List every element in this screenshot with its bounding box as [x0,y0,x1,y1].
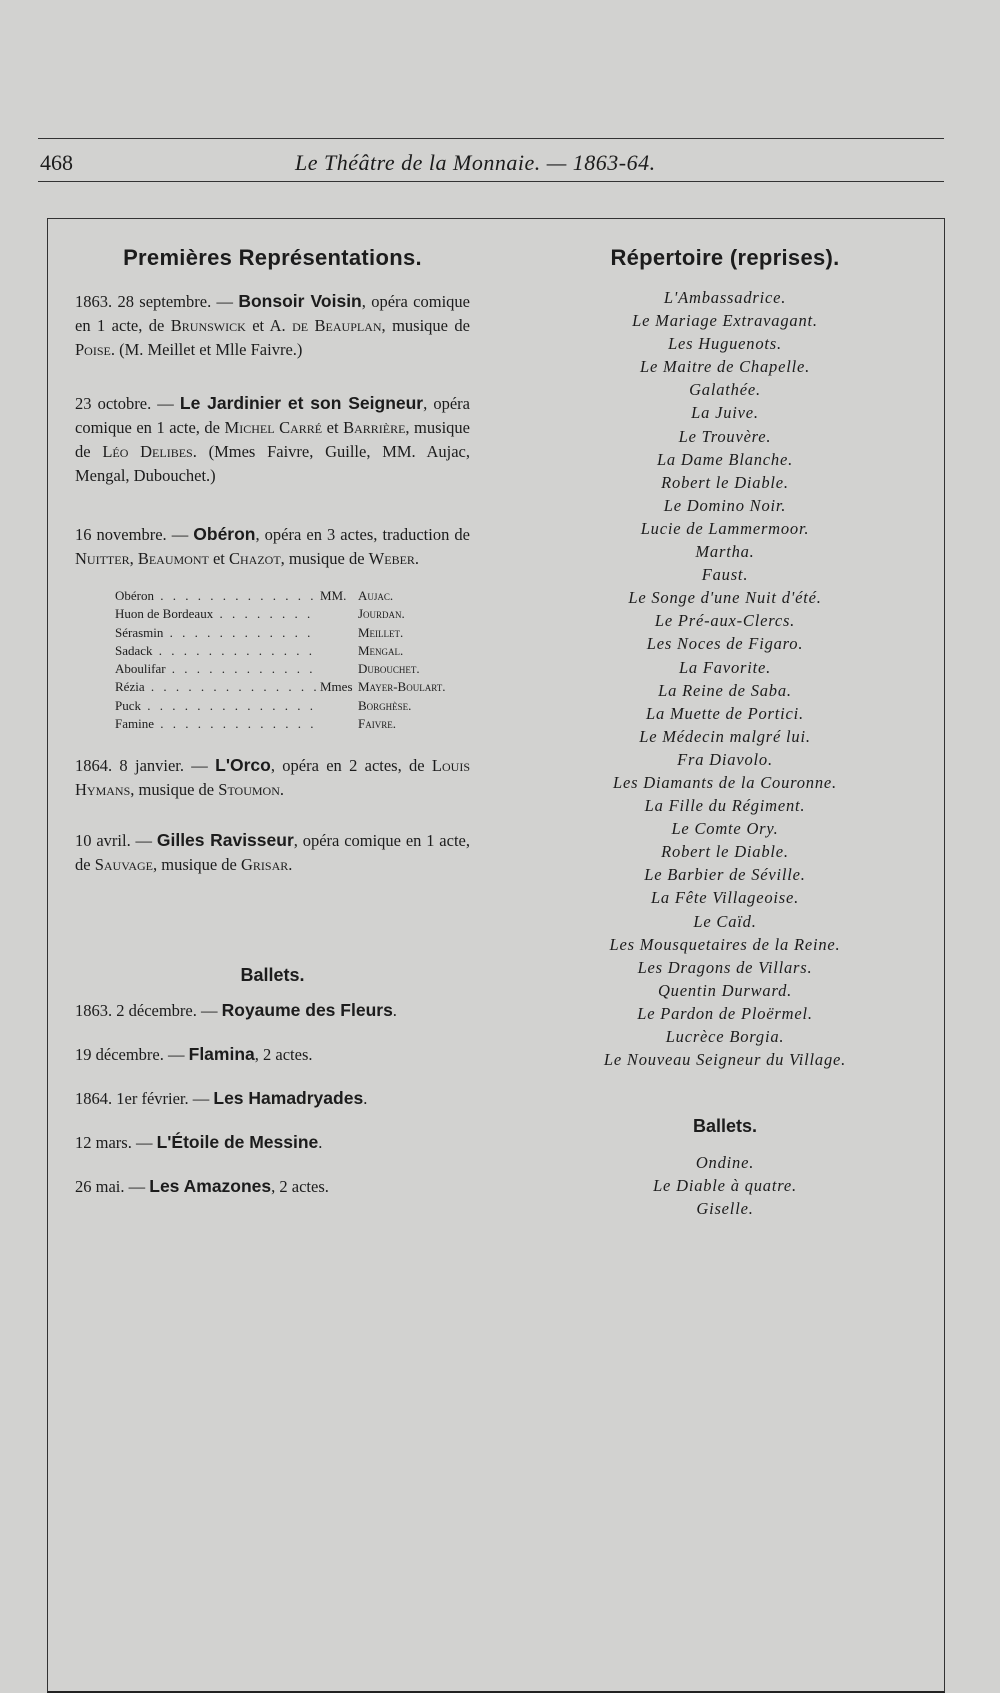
repertoire-item: Martha. [695,542,755,562]
ballets-repertoire-section [545,1116,905,1220]
entry-text: , [129,549,138,568]
work-title: L'Étoile de Messine [156,1132,319,1153]
entry-date: 1864. 8 janvier. — [75,756,216,776]
entry-text: . [318,1133,323,1153]
cast-prefix: Mmes [320,679,353,695]
repertoire-item: Giselle. [696,1199,754,1219]
entry-date: 26 mai. — [75,1177,150,1197]
author-name: Brunswick [170,316,246,335]
repertoire-item: La Reine de Saba. [658,680,792,700]
premieres-heading: Premières Représentations. [123,245,422,270]
repertoire-item: Quentin Durward. [657,980,793,1000]
repertoire-item: Le Mariage Extravagant. [632,311,818,331]
premiere-entry [75,391,470,488]
cast-singer: Mayer-Boulart. [358,679,446,695]
repertoire-item: Lucie de Lammermoor. [640,518,810,538]
entry-text: , 2 actes. [254,1045,313,1065]
header-bottom-rule [38,181,944,182]
entry-text: , musique de [75,418,470,461]
repertoire-item: Faust. [701,565,749,585]
premiere-entry [75,289,470,362]
ballets-repertoire-list [545,1151,905,1220]
cast-singer: Borghèse. [358,697,412,713]
entry-text: , opéra comique en 1 acte, de [75,394,470,437]
repertoire-item: Le Pré-aux-Clercs. [654,611,796,631]
author-name: de Beauplan [292,316,382,335]
cast-role: Sadack . . . [115,642,320,660]
author-name: Beaumont [137,549,209,568]
repertoire-item: La Favorite. [678,657,772,677]
repertoire-item: Fra Diavolo. [677,749,773,769]
running-title: Le Théâtre de la Monnaie. — 1863-64. [295,150,656,175]
entry-date: 1863. 2 décembre. — [75,1001,222,1021]
repertoire-item: Robert le Diable. [661,842,789,862]
ballet-entry [75,1130,470,1155]
repertoire-item: Lucrèce Borgia. [665,1027,785,1046]
repertoire-item: Les Noces de Figaro. [646,634,804,654]
work-title: Obéron [193,524,256,544]
repertoire-item: La Juive. [691,403,759,423]
ballet-entry [75,1174,470,1199]
work-title: Bonsoir Voisin [238,291,362,311]
repertoire-item: Le Barbier de Séville. [644,865,806,885]
author-name: Barrière [343,418,406,437]
repertoire-item: La Dame Blanche. [656,449,794,469]
ballet-entry [75,1042,470,1067]
ballets-heading: Ballets. [692,1116,758,1137]
entry-text: et [322,418,344,437]
repertoire-item: Le Songe d'une Nuit d'été. [628,588,822,608]
entry-date: 16 novembre. — [75,525,194,544]
entry-text: , musique de [153,855,241,875]
cast-row [115,697,475,715]
repertoire-list [545,286,905,1071]
repertoire-item: Le Médecin malgré lui. [639,726,811,746]
cast-singer: Mengal. [358,642,404,658]
entry-date: 12 mars. — [75,1133,157,1153]
entry-text: , opéra comique en 1 acte, de [75,292,470,335]
cast-role: Aboulifar . . . [115,660,320,678]
cast-row [115,678,475,696]
entry-text: . [414,549,420,568]
entry-text: . (M. Meillet et Mlle Faivre.) [110,340,303,359]
repertoire-item: La Fête Villageoise. [650,888,800,908]
ballet-entry [75,998,470,1023]
work-title: Gilles Ravisseur [156,830,294,851]
cast-prefix: MM. [320,588,347,603]
cast-singer: Faivre. [358,716,396,732]
work-title: Royaume des Fleurs [221,1000,393,1021]
cast-role: Obéron . . . [115,587,320,605]
entry-text: . [288,855,293,875]
entry-text: , musique de [381,316,471,335]
repertoire-item: Les Mousquetaires de la Reine. [609,934,841,954]
entry-text: , musique de [280,549,369,568]
composer-name: Stoumon [218,780,280,800]
entry-text: . [279,780,285,800]
repertoire-column [545,245,905,1220]
repertoire-item: Le Domino Noir. [663,495,787,515]
author-name: Sauvage [94,855,153,875]
repertoire-item: Les Diamants de la Couronne. [613,772,837,792]
repertoire-item: Ondine. [695,1153,755,1173]
repertoire-item: Les Huguenots. [668,334,782,354]
entry-text: et [208,549,229,568]
cast-row [115,624,475,642]
premiere-entry [75,753,470,802]
work-title: Les Hamadryades [213,1088,364,1109]
composer-name: Weber [368,549,415,568]
author-name: Nuitter [75,549,130,568]
repertoire-item: Robert le Diable. [661,472,789,492]
repertoire-item: Le Diable à quatre. [653,1176,797,1196]
entry-text: . [363,1089,368,1109]
cast-role: Puck . . . [115,697,320,715]
entry-text: , opéra en 2 actes, de [270,756,432,776]
cast-singer: Meillet. [358,624,404,640]
entry-date: 1863. 28 septembre. — [75,292,239,311]
composer-name: Grisar [241,855,289,875]
repertoire-item: Galathée. [689,380,761,400]
page-number: 468 [40,150,73,175]
repertoire-item: Le Pardon de Ploërmel. [637,1003,813,1023]
entry-text: . (Mmes Faivre, Guille, MM. Aujac, Mengal, Dubouchet.) [75,442,471,485]
composer-name: Léo Delibes [102,442,193,461]
cast-row [115,642,475,660]
ballets-heading: Ballets. [240,965,305,986]
entry-text: , opéra comique en 1 acte, de [75,831,470,875]
entry-text: , opéra en 3 actes, traduction de [255,525,470,544]
repertoire-item: Le Trouvère. [678,426,772,446]
entry-date: 10 avril. — [75,831,157,851]
repertoire-item: La Fille du Régiment. [644,796,806,816]
entry-date: 23 octobre. — [75,394,180,413]
cast-singer: Dubouchet. [358,661,420,677]
repertoire-item: Les Dragons de Villars. [637,957,813,977]
cast-singer: Jourdan. [358,606,405,622]
repertoire-item: Le Comte Ory. [671,819,779,839]
cast-row [115,605,475,623]
author-name: Louis Hymans [75,756,471,800]
work-title: L'Orco [215,755,271,776]
cast-row [115,660,475,678]
work-title: Le Jardinier et son Seigneur [179,393,424,413]
cast-role: Famine . . . [115,715,320,733]
author-name: Chazot [229,549,281,568]
entry-text: , 2 actes. [271,1177,329,1197]
composer-name: Poise [75,340,111,359]
entry-date: 19 décembre. — [75,1045,189,1065]
cast-row [115,715,475,733]
repertoire-item: L'Ambassadrice. [663,288,787,307]
cast-list [115,587,475,733]
entry-date: 1864. 1er février. — [75,1089,214,1109]
cast-role: Rézia . . . [115,678,320,696]
ballets-premieres-section [75,965,470,1199]
header-top-rule [38,138,944,139]
work-title: Flamina [188,1044,255,1065]
work-title: Les Amazones [149,1176,272,1197]
entry-text: , musique de [130,780,219,800]
premieres-column [75,245,470,1199]
cast-role: Huon de Bordeaux . . . [115,605,320,623]
premiere-entry [75,828,470,877]
repertoire-item: Le Nouveau Seigneur du Village. [603,1050,847,1070]
premiere-entry [75,522,470,571]
cast-singer: Aujac. [358,588,394,603]
ballet-entry [75,1086,470,1111]
entry-text: et A. [245,316,293,335]
entry-text: . [392,1001,397,1021]
repertoire-item: La Muette de Portici. [646,703,804,723]
cast-row [115,587,475,605]
author-name: Michel Carré [224,418,323,437]
cast-role: Sérasmin . . . [115,624,320,642]
repertoire-item: Le Caïd. [693,911,757,931]
repertoire-heading: Répertoire (reprises). [610,245,840,270]
repertoire-item: Le Maitre de Chapelle. [639,357,811,377]
